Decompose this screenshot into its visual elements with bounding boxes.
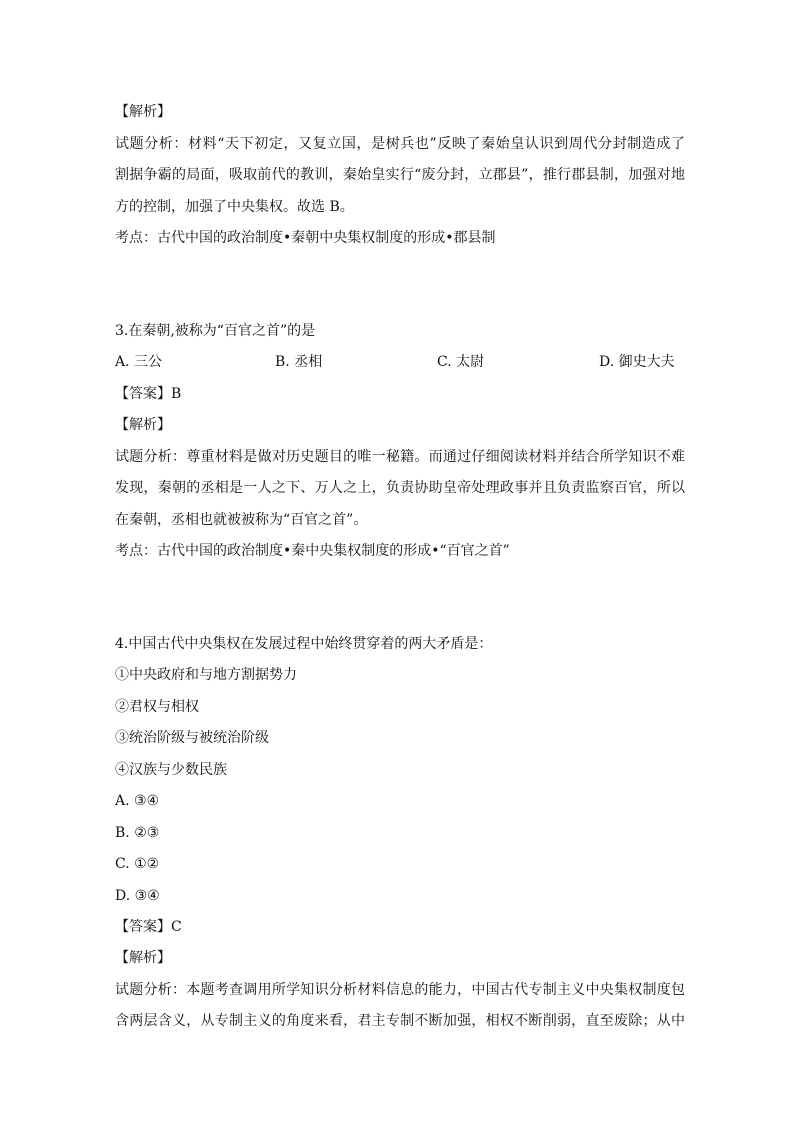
statement-item: ④汉族与少数民族 bbox=[115, 762, 227, 778]
option-c: C. ①② bbox=[115, 856, 160, 872]
question-stem: 3.在秦朝,被称为“百官之首”的是 bbox=[115, 323, 316, 339]
option-a: A. ③④ bbox=[115, 793, 160, 809]
analysis-line: 试题分析：本题考查调用所学知识分析材料信息的能力，中国古代专制主义中央集权制度包 bbox=[115, 982, 685, 998]
analysis-line: 试题分析：尊重材料是做对历史题目的唯一秘籍。而通过仔细阅读材料并结合所学知识不难 bbox=[115, 449, 685, 465]
analysis-heading: 【解析】 bbox=[115, 417, 171, 433]
statement-item: ①中央政府和与地方割据势力 bbox=[115, 667, 297, 683]
kaodian-line: 考点：古代中国的政治制度•秦朝中央集权制度的形成•郡县制 bbox=[115, 230, 496, 246]
question-stem: 4.中国古代中央集权在发展过程中始终贯穿着的两大矛盾是： bbox=[115, 636, 493, 652]
analysis-line: 在秦朝，丞相也就被被称为“百官之首”。 bbox=[115, 512, 368, 528]
answer-line: 【答案】C bbox=[115, 919, 182, 935]
analysis-line: 发现，秦朝的丞相是一人之下、万人之上，负责协助皇帝处理政事并且负责监察百官，所以 bbox=[115, 480, 685, 496]
statement-item: ②君权与相权 bbox=[115, 699, 199, 715]
option-a: A. 三公 bbox=[115, 354, 163, 370]
analysis-line: 割据争霸的局面，吸取前代的教训，秦始皇实行“废分封，立郡县”，推行郡县制，加强对地 bbox=[115, 167, 685, 183]
analysis-heading: 【解析】 bbox=[115, 950, 171, 966]
option-d: D. ③④ bbox=[115, 888, 160, 904]
option-b: B. ②③ bbox=[115, 825, 160, 841]
option-c: C. 太尉 bbox=[437, 354, 485, 370]
analysis-line: 含两层含义，从专制主义的角度来看，君主专制不断加强，相权不断削弱，直至废除；从中 bbox=[115, 1013, 685, 1029]
statement-item: ③统治阶级与被统治阶级 bbox=[115, 730, 269, 746]
analysis-line: 方的控制，加强了中央集权。故选 B。 bbox=[115, 199, 354, 215]
analysis-heading: 【解析】 bbox=[115, 104, 171, 120]
answer-line: 【答案】B bbox=[115, 386, 182, 402]
option-d: D. 御史大夫 bbox=[599, 354, 675, 370]
kaodian-line: 考点：古代中国的政治制度•秦中央集权制度的形成•“百官之首” bbox=[115, 543, 510, 559]
option-b: B. 丞相 bbox=[275, 354, 323, 370]
analysis-line: 试题分析：材料“天下初定，又复立国，是树兵也”反映了秦始皇认识到周代分封制造成了 bbox=[115, 136, 685, 152]
